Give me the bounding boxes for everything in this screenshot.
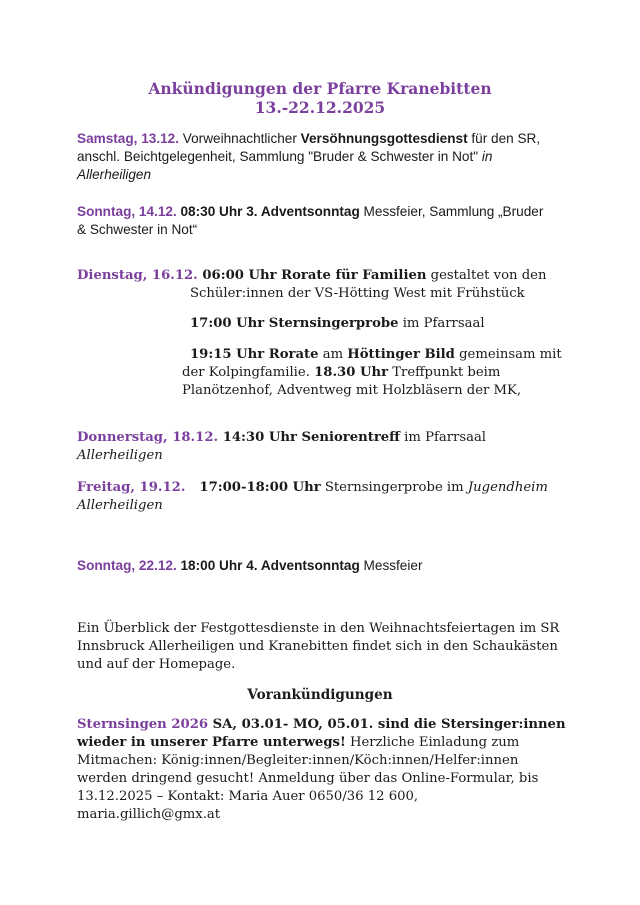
- preview-label: Sternsingen 2026: [77, 717, 209, 732]
- preview-line2: wieder in unserer Pfarre unterwegs! Herzliche Einladung zum: [77, 735, 520, 750]
- day-label: Freitag, 19.12.: [77, 480, 186, 495]
- entry-sunday-1: Sonntag, 14.12. 08:30 Uhr 3. Adventsonntag Messfeier, Sammlung „Bruder & Schwester in Not“: [77, 204, 544, 237]
- entry-thursday-line2: Allerheiligen: [77, 448, 163, 463]
- preview-line1: Sternsingen 2026 SA, 03.01- MO, 05.01. sind die Stersinger:innen: [77, 717, 566, 732]
- day-label: Dienstag, 16.12.: [77, 268, 198, 283]
- entry-tuesday-line1: Dienstag, 16.12. 06:00 Uhr Rorate für Familien gestaltet von den: [77, 268, 547, 283]
- day-label: Samstag, 13.12.: [77, 131, 180, 146]
- entry-tuesday-event3-line1: 19:15 Uhr Rorate am Höttinger Bild gemeinsam mit: [190, 347, 562, 362]
- day-label: Donnerstag, 18.12.: [77, 430, 219, 445]
- entry-tuesday-line2: Schüler:innen der VS-Hötting West mit Frühstück: [190, 286, 525, 301]
- entry-friday-line1: Freitag, 19.12. 17:00-18:00 Uhr Sternsingerprobe im Jugendheim: [77, 480, 548, 495]
- overview-line1: Ein Überblick der Festgottesdienste in den Weihnachtsfeiertagen im SR: [77, 621, 560, 636]
- day-label: Sonntag, 14.12.: [77, 204, 177, 219]
- day-label: Sonntag, 22.12.: [77, 558, 177, 573]
- entry-thursday-line1: Donnerstag, 18.12. 14:30 Uhr Seniorentreff im Pfarrsaal: [77, 430, 487, 445]
- entry-tuesday-event3-line3: Planötzenhof, Adventweg mit Holzbläsern der MK,: [182, 383, 522, 398]
- preview-line3: Mitmachen: König:innen/Begleiter:innen/Köch:innen/Helfer:innen: [77, 753, 519, 768]
- overview-line3: und auf der Homepage.: [77, 657, 236, 672]
- page-subtitle-dates: 13.-22.12.2025: [254, 98, 386, 117]
- entry-friday-line2: Allerheiligen: [77, 498, 163, 513]
- entry-tuesday-event3-line2: der Kolpingfamilie. 18.30 Uhr Treffpunkt beim: [182, 365, 501, 380]
- preview-contact-email: maria.gillich@gmx.at: [77, 807, 221, 822]
- page-title: Ankündigungen der Pfarre Kranebitten: [148, 79, 492, 98]
- overview-line2: Innsbruck Allerheiligen und Kranebitten findet sich in den Schaukästen: [77, 639, 558, 654]
- preview-line4: werden dringend gesucht! Anmeldung über das Online-Formular, bis: [77, 771, 539, 786]
- entry-tuesday-event2: 17:00 Uhr Sternsingerprobe im Pfarrsaal: [190, 316, 485, 331]
- preview-heading: Vorankündigungen: [247, 687, 393, 703]
- preview-line5: 13.12.2025 – Kontakt: Maria Auer 0650/36 12 600,: [77, 789, 419, 804]
- entry-sunday-2: Sonntag, 22.12. 18:00 Uhr 4. Adventsonntag Messfeier: [77, 558, 423, 573]
- entry-saturday: Samstag, 13.12. Vorweihnachtlicher Versöhnungsgottesdienst für den SR, anschl. Beichtgelegenheit, Sammlung "Bruder & Schwester in Not" in Allerheiligen: [77, 131, 541, 182]
